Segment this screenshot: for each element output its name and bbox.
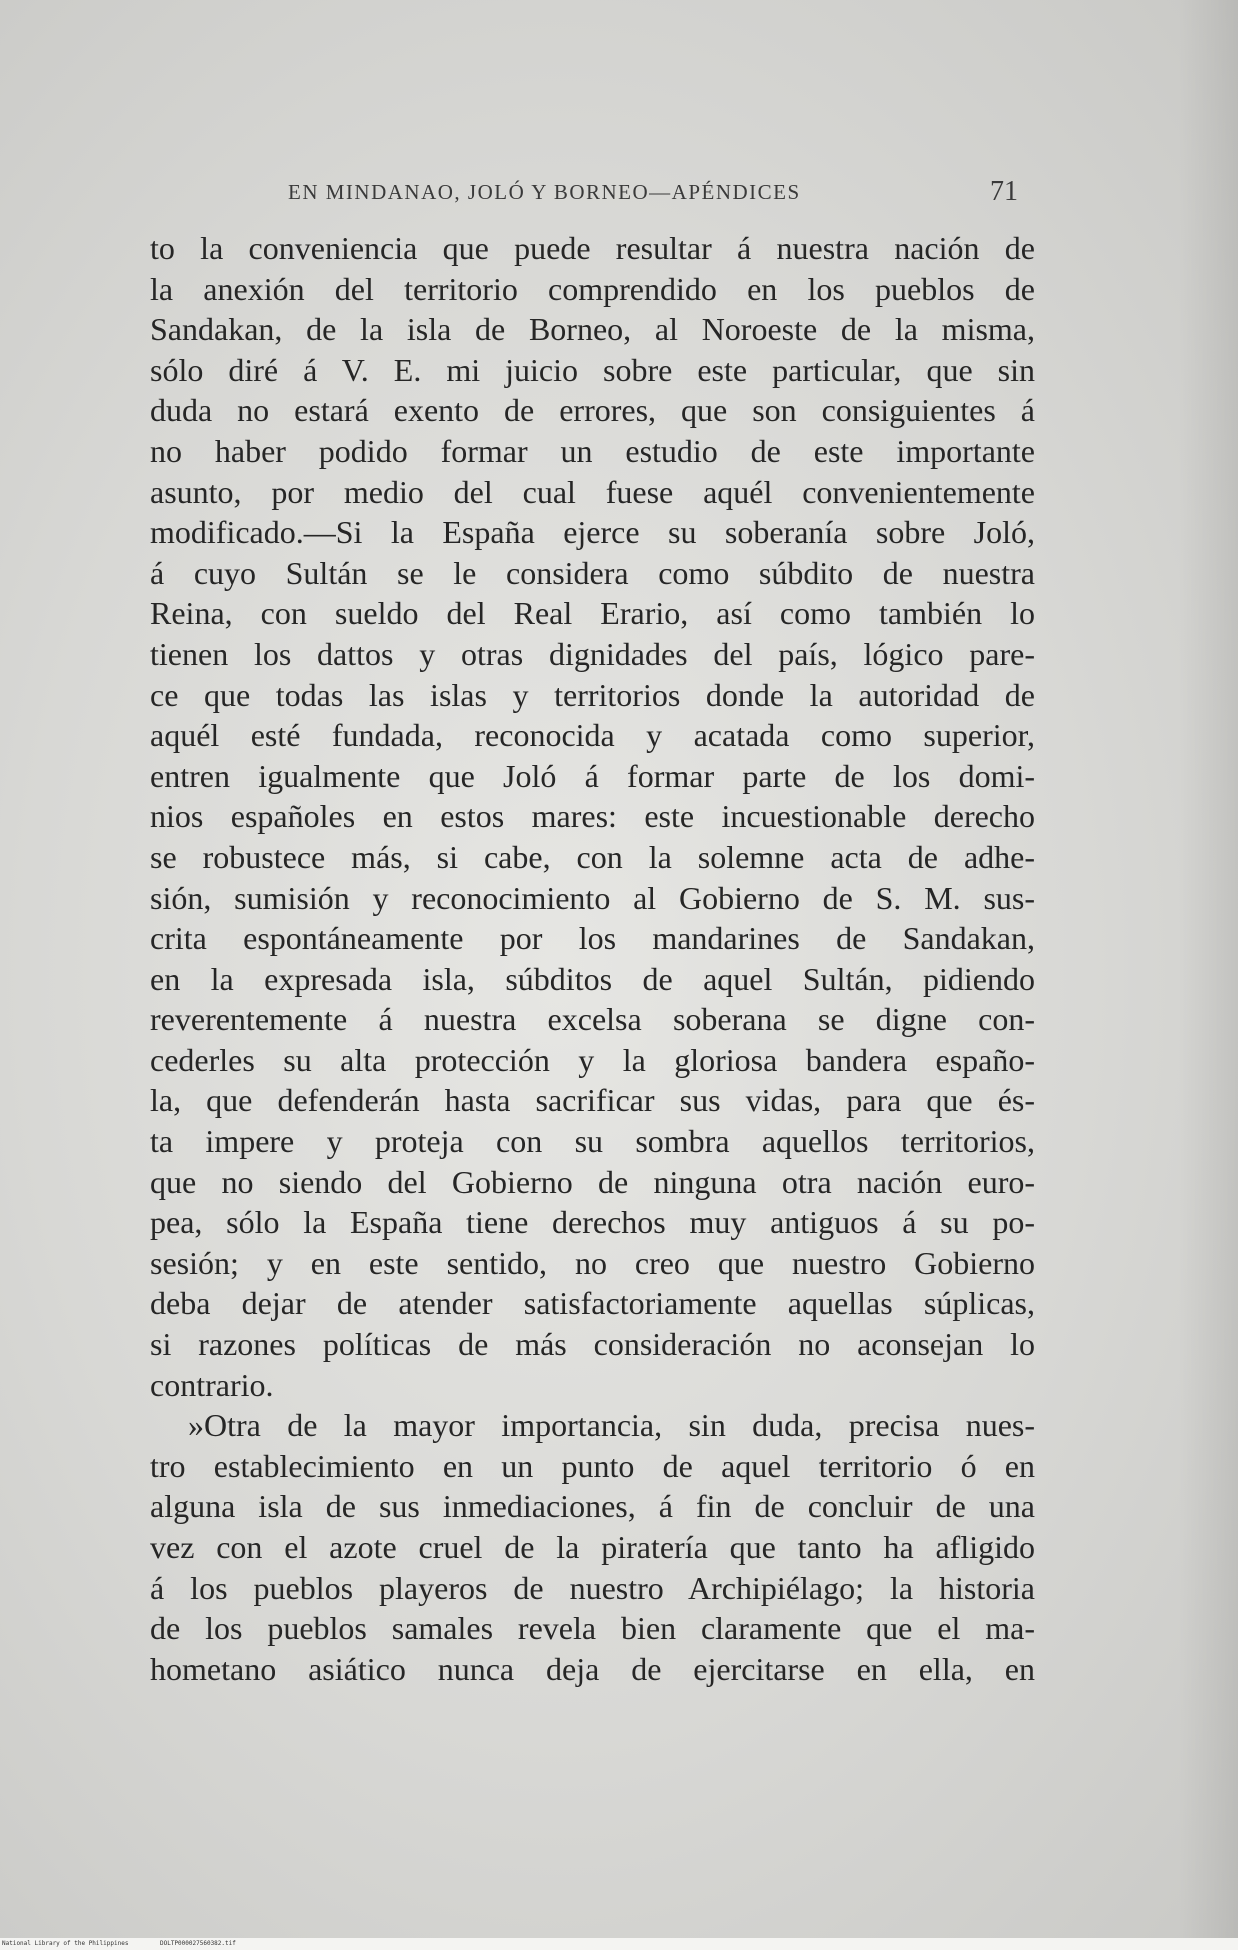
paragraph-end-line: contrario. xyxy=(150,1366,274,1403)
text-line: reverentemente á nuestra excelsa soberana se digne con- xyxy=(150,1001,1035,1038)
text-line: deba dejar de atender satisfactoriamente aquellas súplicas, xyxy=(150,1285,1035,1322)
text-line: duda no estará exento de errores, que son consiguientes á xyxy=(150,392,1035,429)
file-id: DOLTP000027560382.tif xyxy=(160,1940,236,1947)
text-line: Reina, con sueldo del Real Erario, así como también lo xyxy=(150,595,1035,632)
text-line: no haber podido formar un estudio de este importante xyxy=(150,432,1035,469)
text-line: de los pueblos samales revela bien claramente que el ma- xyxy=(150,1610,1035,1647)
text-line: se robustece más, si cabe, con la solemne acta de adhe- xyxy=(150,838,1035,875)
text-line: pea, sólo la España tiene derechos muy antiguos á su po- xyxy=(150,1204,1035,1241)
text-line: sesión; y en este sentido, no creo que nuestro Gobierno xyxy=(150,1244,1035,1281)
text-line: entren igualmente que Joló á formar parte de los domi- xyxy=(150,757,1035,794)
text-line: alguna isla de sus inmediaciones, á fin de concluir de una xyxy=(150,1488,1035,1525)
text-line: tro establecimiento en un punto de aquel territorio ó en xyxy=(150,1447,1035,1484)
text-line: que no siendo del Gobierno de ninguna otra nación euro- xyxy=(150,1163,1035,1200)
text-line: á los pueblos playeros de nuestro Archipiélago; la historia xyxy=(150,1569,1035,1606)
text-line: si razones políticas de más consideración no aconsejan lo xyxy=(150,1326,1035,1363)
page-edge-shadow xyxy=(1178,0,1238,1950)
text-line: aquél esté fundada, reconocida y acatada como superior, xyxy=(150,717,1035,754)
body-text xyxy=(150,228,1035,1689)
text-line: en la expresada isla, súbditos de aquel Sultán, pidiendo xyxy=(150,960,1035,997)
text-line: nios españoles en estos mares: este incuestionable derecho xyxy=(150,798,1035,835)
text-line: tienen los dattos y otras dignidades del país, lógico pare- xyxy=(150,635,1035,672)
text-line: to la conveniencia que puede resultar á nuestra nación de xyxy=(150,230,1035,266)
text-line: hometano asiático nunca deja de ejercitarse en ella, en xyxy=(150,1650,1035,1687)
scan-footer xyxy=(0,1938,1238,1950)
text-line: sión, sumisión y reconocimiento al Gobierno de S. M. sus- xyxy=(150,879,1035,916)
page-number: 71 xyxy=(990,176,1018,207)
text-line: Sandakan, de la isla de Borneo, al Noroeste de la misma, xyxy=(150,311,1035,348)
text-line: modificado.—Si la España ejerce su soberanía sobre Joló, xyxy=(150,514,1035,551)
text-line: vez con el azote cruel de la piratería que tanto ha afligido xyxy=(150,1529,1035,1565)
paragraph-start-line: »Otra de la mayor importancia, sin duda, precisa nues- xyxy=(188,1407,1035,1444)
text-line: asunto, por medio del cual fuese aquél convenientemente xyxy=(150,473,1035,510)
text-line: ta impere y proteja con su sombra aquellos territorios, xyxy=(150,1123,1035,1160)
running-header-title: EN MINDANAO, JOLÓ Y BORNEO—APÉNDICES xyxy=(288,180,801,204)
text-line: á cuyo Sultán se le considera como súbdito de nuestra xyxy=(150,554,1035,591)
text-line: la anexión del territorio comprendido en los pueblos de xyxy=(150,270,1035,307)
text-line: ce que todas las islas y territorios donde la autoridad de xyxy=(150,676,1035,713)
library-credit: National Library of the Philippines xyxy=(2,1940,129,1947)
text-line: sólo diré á V. E. mi juicio sobre este particular, que sin xyxy=(150,351,1035,388)
text-line: crita espontáneamente por los mandarines de Sandakan, xyxy=(150,920,1035,957)
text-line: cederles su alta protección y la gloriosa bandera españo- xyxy=(150,1041,1035,1078)
text-line: la, que defenderán hasta sacrificar sus vidas, para que és- xyxy=(150,1082,1035,1119)
